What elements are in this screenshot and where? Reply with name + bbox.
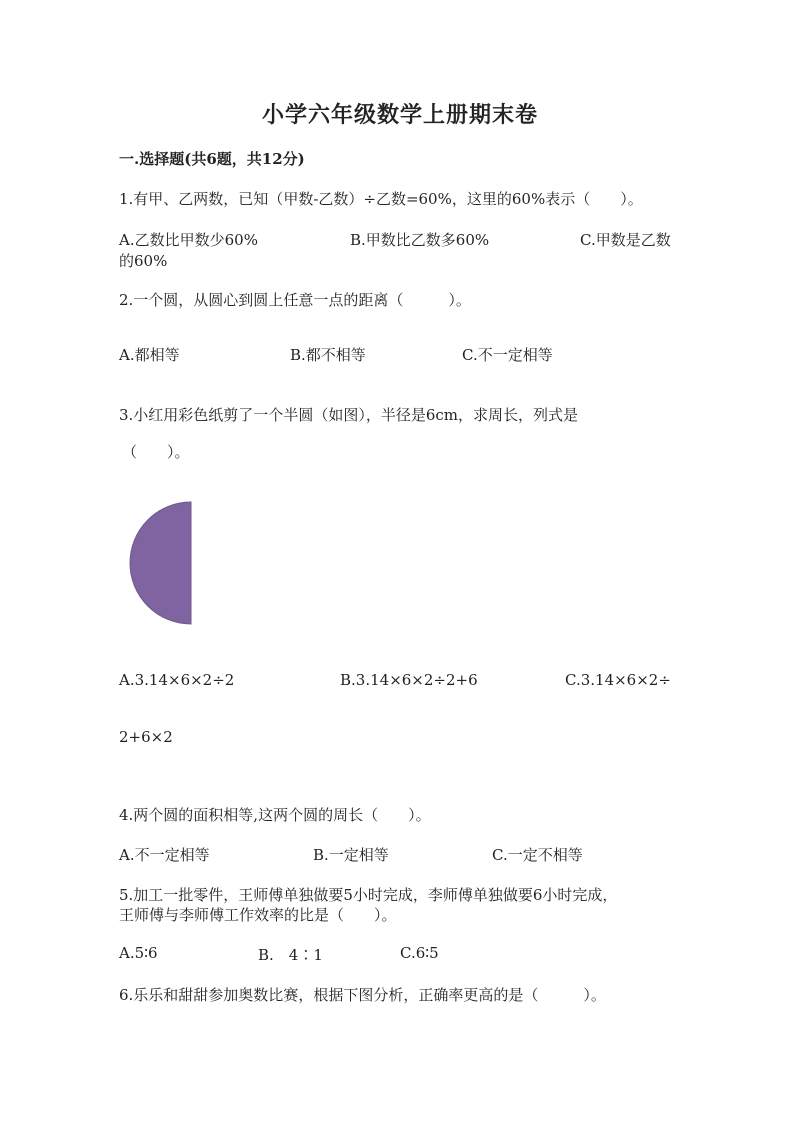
question-3-option-c: C.3.14×6×2÷ xyxy=(565,671,671,689)
question-5-option-b: B. 4∶1 xyxy=(258,946,323,964)
question-5-option-c: C.6∶5 xyxy=(400,944,439,962)
question-5-text: 5.加工一批零件，王师傅单独做要5小时完成，李师傅单独做要6小时完成， xyxy=(119,886,618,904)
page-title: 小学六年级数学上册期末卷 xyxy=(261,102,538,128)
question-5-text-wrap: 王师傅与李师傅工作效率的比是（ ）。 xyxy=(119,906,397,924)
question-2-option-c: C.不一定相等 xyxy=(462,346,553,364)
question-1-option-c-wrap: 的60% xyxy=(119,252,168,270)
question-3-option-a: A.3.14×6×2÷2 xyxy=(119,671,235,689)
semicircle-figure xyxy=(125,498,200,630)
question-2-text: 2.一个圆，从圆心到圆上任意一点的距离（ ）。 xyxy=(119,291,471,309)
question-6-text: 6.乐乐和甜甜参加奥数比赛，根据下图分析，正确率更高的是（ ）。 xyxy=(119,986,606,1004)
question-3-text-wrap: （ ）。 xyxy=(122,443,190,461)
question-1-text: 1.有甲、乙两数，已知（甲数-乙数）÷乙数=60%，这里的60%表示（ ）。 xyxy=(119,190,643,208)
question-4-option-c: C.一定不相等 xyxy=(492,846,583,864)
question-1-option-a: A.乙数比甲数少60% xyxy=(119,231,258,249)
question-1-option-c: C.甲数是乙数 xyxy=(580,231,671,249)
question-4-text: 4.两个圆的面积相等,这两个圆的周长（ ）。 xyxy=(119,806,431,824)
section-heading: 一.选择题(共6题，共12分) xyxy=(119,150,305,168)
question-3-option-c-wrap: 2+6×2 xyxy=(119,728,173,746)
question-5-option-a: A.5∶6 xyxy=(119,944,158,962)
question-4-option-a: A.不一定相等 xyxy=(119,846,210,864)
question-1-option-b: B.甲数比乙数多60% xyxy=(350,231,490,249)
question-3-option-b: B.3.14×6×2÷2+6 xyxy=(340,671,478,689)
question-3-text: 3.小红用彩色纸剪了一个半圆（如图），半径是6cm，求周长，列式是 xyxy=(119,406,578,424)
question-4-option-b: B.一定相等 xyxy=(313,846,389,864)
question-2-option-b: B.都不相等 xyxy=(290,346,366,364)
question-2-option-a: A.都相等 xyxy=(119,346,180,364)
